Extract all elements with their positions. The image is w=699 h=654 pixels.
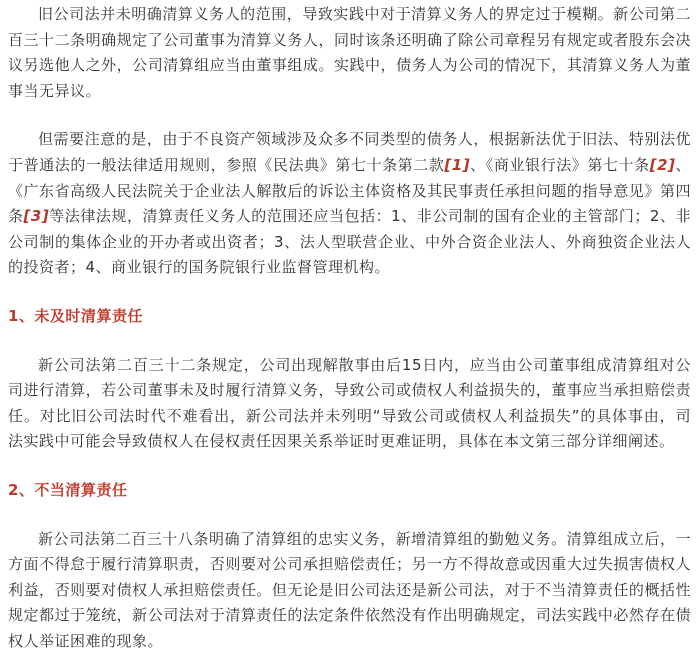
paragraph-text: 等法律法规，清算责任义务人的范围还应当包括：1、非公司制的国有企业的主管部门；2、非公司制的集体企业的开办者或出资者；3、法人型联营企业、中外合资企业法人、外商独资企业法人的投资者；4、商业银行的国务院银行业监督管理机构。	[8, 207, 691, 276]
paragraph-text: 、《广东省高级人民法院关于企业法人解散后的诉讼主体资格及其民事责任承担问题的指导意见》第四条	[8, 156, 691, 225]
paragraph-spacer	[8, 504, 691, 527]
paragraph-spacer	[8, 281, 691, 304]
paragraph-spacer	[8, 104, 691, 127]
footnote-reference-2[interactable]: [2]	[650, 156, 676, 174]
paragraph-text: 、《商业银行法》第七十条	[470, 156, 650, 174]
footnote-reference-1[interactable]: [1]	[444, 156, 470, 174]
paragraph-improper-liquidation: 新公司法第二百三十八条明确了清算组的忠实义务，新增清算组的勤勉义务。清算组成立后，一方面不得怠于履行清算职责，否则要对公司承担赔偿责任；另一方不得故意或因重大过失损害债权人利益，否则要对债权人承担赔偿责任。但无论是旧公司法还是新公司法，对于不当清算责任的概括性规定都过于笼统，新公司法对于清算责任的法定条件依然没有作出明确规定，司法实践中必然存在债权人举证困难的现象。	[8, 527, 691, 654]
paragraph-additional-obligors	[8, 127, 691, 281]
section-heading-improper-liquidation: 2、不当清算责任	[8, 478, 691, 504]
paragraph-spacer	[8, 330, 691, 353]
paragraph-text: 但需要注意的是，由于不良资产领域涉及众多不同类型的债务人，根据新法优于旧法、特别法优于普通法的一般法律适用规则，参照《民法典》第七十条第二款	[8, 130, 691, 174]
footnote-reference-3[interactable]: [3]	[24, 207, 50, 225]
article-body	[0, 2, 699, 654]
section-heading-untimely-liquidation: 1、未及时清算责任	[8, 304, 691, 330]
paragraph-liquidation-obligor-scope: 旧公司法并未明确清算义务人的范围，导致实践中对于清算义务人的界定过于模糊。新公司第二百三十二条明确规定了公司董事为清算义务人，同时该条还明确了除公司章程另有规定或者股东会决议另选他人之外，公司清算组应当由董事组成。实践中，债务人为公司的情况下，其清算义务人为董事当无异议。	[8, 2, 691, 104]
paragraph-untimely-liquidation: 新公司法第二百三十二条规定，公司出现解散事由后15日内，应当由公司董事组成清算组对公司进行清算，若公司董事未及时履行清算义务，导致公司或债权人利益损失的，董事应当承担赔偿责任。对比旧公司法时代不难看出，新公司法并未列明“导致公司或债权人利益损失”的具体事由，司法实践中可能会导致债权人在侵权责任因果关系举证时更难证明，具体在本文第三部分详细阐述。	[8, 353, 691, 455]
paragraph-spacer	[8, 455, 691, 478]
